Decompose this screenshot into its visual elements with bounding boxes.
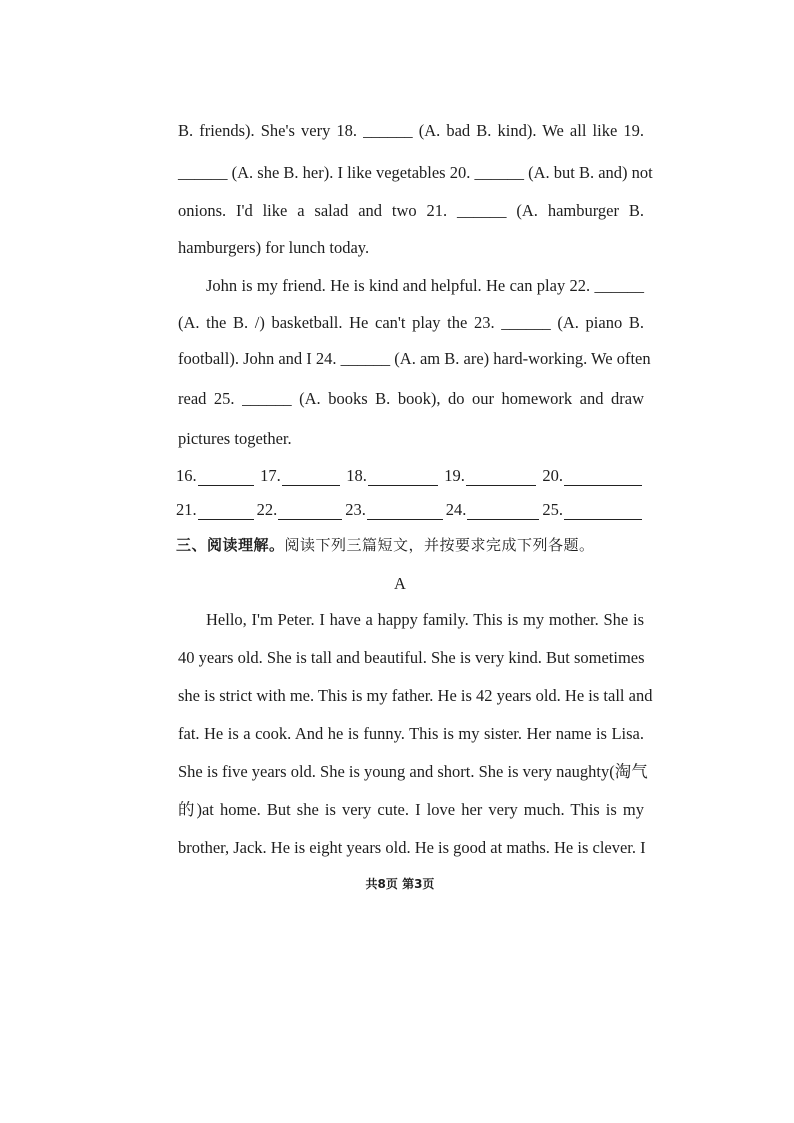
answer-blank-21[interactable]: 21. xyxy=(176,500,254,520)
passage-line: She is five years old. She is young and short. She is very naughty(淘气 xyxy=(178,762,648,781)
answer-blank-24[interactable]: 24. xyxy=(446,500,540,520)
cloze-line: B. friends). She's very 18. ______ (A. bad B. kind). We all like 19. xyxy=(178,121,644,140)
passage-title: A xyxy=(394,574,406,593)
answer-blank-19[interactable]: 19. xyxy=(444,466,536,486)
cloze-line: football). John and I 24. ______ (A. am B. are) hard-working. We often xyxy=(178,349,651,368)
answer-row-2 xyxy=(176,500,642,520)
passage-line: 40 years old. She is tall and beautiful. She is very kind. But sometimes xyxy=(178,648,645,667)
section-heading-number: 三、阅读理解。 xyxy=(176,536,285,554)
answer-blank-22[interactable]: 22. xyxy=(257,500,343,520)
page-footer: 共8页 第3页 xyxy=(365,877,435,891)
answer-blank-16[interactable]: 16. xyxy=(176,466,254,486)
section-heading xyxy=(176,535,646,555)
answer-blank-25[interactable]: 25. xyxy=(542,500,642,520)
answer-blank-17[interactable]: 17. xyxy=(260,466,340,486)
cloze-line: ______ (A. she B. her). I like vegetables 20. ______ (A. but B. and) not xyxy=(178,163,653,182)
passage-paragraph-start: Hello, I'm Peter. I have a happy family. This is my mother. She is xyxy=(206,610,644,629)
section-heading-instruction: 阅读下列三篇短文，并按要求完成下列各题。 xyxy=(284,536,595,554)
cloze-line: read 25. ______ (A. books B. book), do our homework and draw xyxy=(178,389,644,408)
answer-blank-18[interactable]: 18. xyxy=(346,466,438,486)
cloze-line: (A. the B. /) basketball. He can't play the 23. ______ (A. piano B. xyxy=(178,313,644,332)
answer-row-1 xyxy=(176,466,642,486)
passage-line: 的)at home. But she is very cute. I love her very much. This is my xyxy=(178,800,644,819)
cloze-line: onions. I'd like a salad and two 21. ______ (A. hamburger B. xyxy=(178,201,644,220)
answer-blank-20[interactable]: 20. xyxy=(542,466,642,486)
cloze-line: hamburgers) for lunch today. xyxy=(178,238,370,257)
cloze-line: pictures together. xyxy=(178,429,292,448)
cloze-paragraph-start: John is my friend. He is kind and helpful. He can play 22. ______ xyxy=(206,276,644,295)
passage-line: brother, Jack. He is eight years old. He is good at maths. He is clever. I xyxy=(178,838,646,857)
answer-blank-23[interactable]: 23. xyxy=(345,500,443,520)
passage-line: fat. He is a cook. And he is funny. This is my sister. Her name is Lisa. xyxy=(178,724,644,743)
passage-line: she is strict with me. This is my father. He is 42 years old. He is tall and xyxy=(178,686,653,705)
